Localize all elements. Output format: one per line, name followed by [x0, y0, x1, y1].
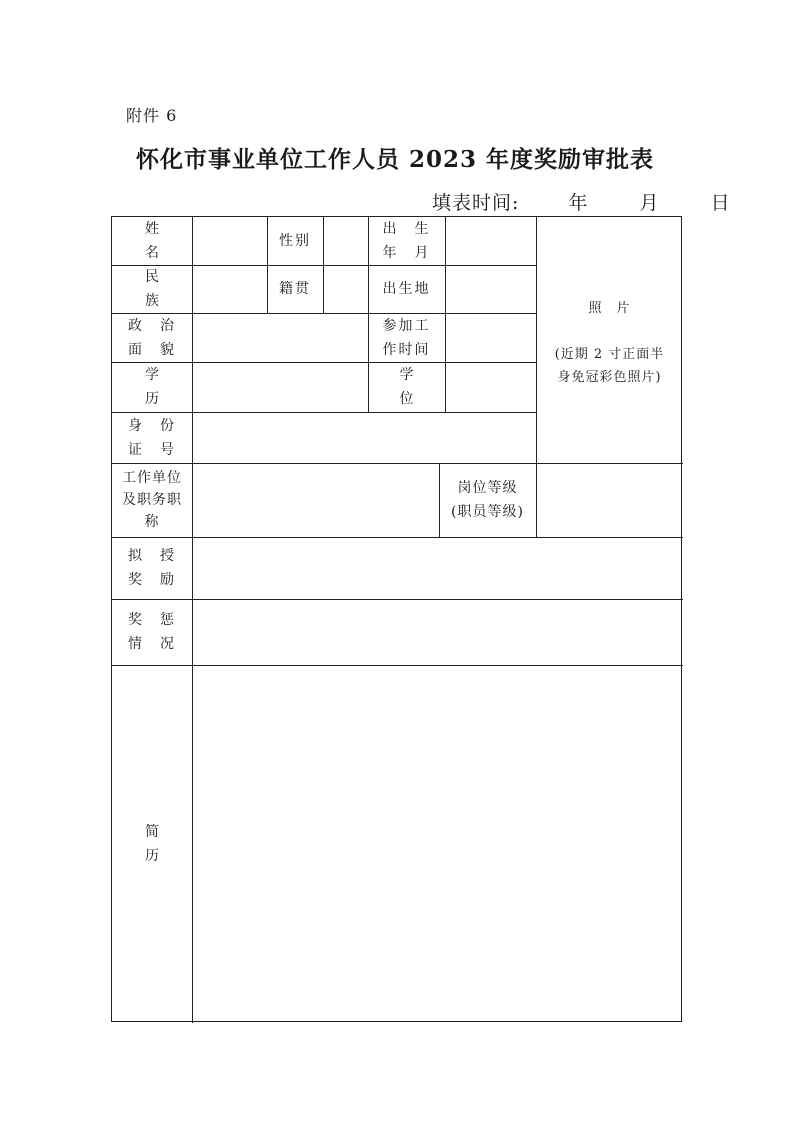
- ethnicity-label: 民 族: [145, 269, 175, 309]
- post-grade-field[interactable]: [536, 463, 683, 537]
- id-number-label: 身 份 证 号: [128, 417, 176, 458]
- work-unit-label: 工作单位 及职务职 称: [122, 470, 182, 530]
- native-place-field[interactable]: [323, 265, 368, 313]
- degree-field[interactable]: [445, 362, 536, 412]
- ethnicity-field[interactable]: [192, 265, 267, 313]
- birthplace-field[interactable]: [445, 265, 536, 313]
- post-grade-label: 岗位等级 (职员等级): [451, 480, 524, 520]
- approval-form-table: [111, 216, 682, 1022]
- work-start-label: 参加工 作时间: [382, 317, 431, 358]
- work-unit-field[interactable]: [192, 463, 439, 537]
- gender-label: 性别: [279, 233, 311, 249]
- education-label: 学 历: [145, 367, 175, 407]
- month-label: 月: [639, 192, 660, 214]
- name-label: 姓 名: [145, 221, 175, 261]
- fill-date: [568, 192, 754, 214]
- birth-date-label: 出 生 年 月: [382, 221, 431, 261]
- rewards-punishments-label: 奖 惩 情 况: [128, 612, 176, 652]
- education-field[interactable]: [192, 362, 368, 412]
- political-status-field[interactable]: [192, 313, 368, 362]
- page-title: 怀化市事业单位工作人员 2023 年度奖励审批表: [135, 146, 655, 173]
- fill-time-row: [432, 188, 755, 215]
- birth-date-field[interactable]: [445, 217, 536, 265]
- native-place-label: 籍贯: [279, 281, 311, 297]
- fill-time-label: 填表时间:: [432, 192, 520, 214]
- name-field[interactable]: [192, 217, 267, 265]
- proposed-award-label: 拟 授 奖 励: [128, 548, 176, 588]
- proposed-award-field[interactable]: [192, 537, 683, 599]
- gender-field[interactable]: [323, 217, 368, 265]
- photo-box[interactable]: [536, 217, 683, 463]
- birthplace-label: 出生地: [382, 281, 431, 297]
- photo-title: 照 片: [588, 301, 631, 316]
- resume-label: 简 历: [145, 824, 175, 864]
- photo-note: (近期 2 寸正面半 身免冠彩色照片): [554, 347, 665, 385]
- day-label: 日: [710, 192, 731, 214]
- resume-field[interactable]: [192, 665, 683, 1023]
- id-number-field[interactable]: [192, 412, 536, 463]
- rewards-punishments-field[interactable]: [192, 599, 683, 665]
- year-label: 年: [568, 192, 589, 214]
- political-status-label: 政 治 面 貌: [128, 317, 176, 358]
- attachment-label: 附件 6: [126, 106, 178, 125]
- work-start-field[interactable]: [445, 313, 536, 362]
- degree-label: 学 位: [399, 367, 430, 407]
